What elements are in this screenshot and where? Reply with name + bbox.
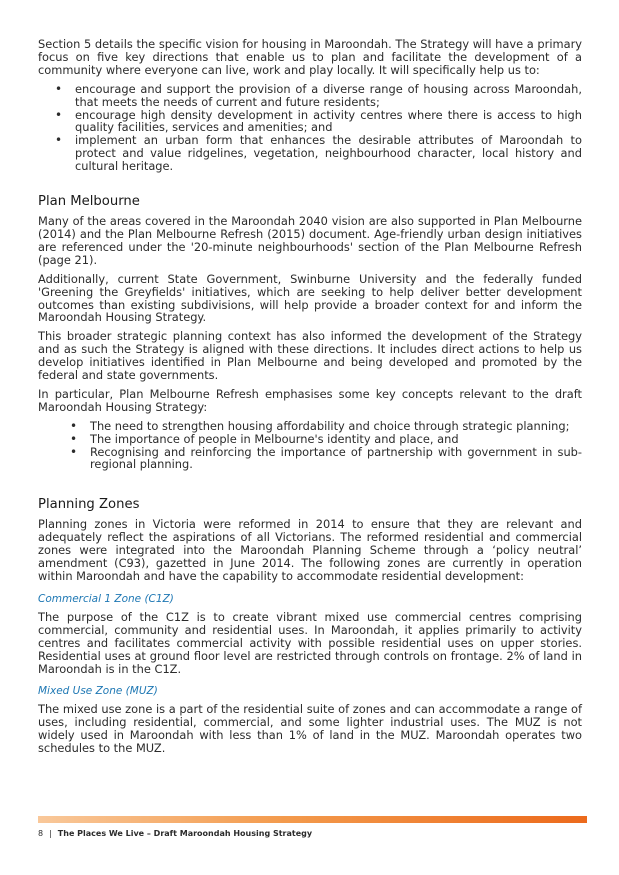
intro-paragraph: Section 5 details the specific vision for housing in Maroondah. The Strategy will have a primary focus on five key directions that enable us to plan and facilitate the development of a community where everyone can live, work and play locally. It will specifically help us to: (38, 37, 582, 77)
planning-zones-heading: Planning Zones (38, 497, 140, 513)
plan-melbourne-paragraph-2: Additionally, current State Government, Swinburne University and the federally funded 'Greening the Greyfields' initiatives, which are seeking to help deliver better development outcomes than existing subdivisions, will help provide a broader context for and inform the Maroondah Housing Strategy. (38, 271, 582, 325)
c1z-heading: Commercial 1 Zone (C1Z) (38, 592, 174, 605)
list-item: • encourage high density development in activity centres where there is access to high quality facilities, services and amenities; and (75, 109, 582, 135)
plan-melbourne-paragraph-1: Many of the areas covered in the Maroondah 2040 vision are also supported in Plan Melbourne (2014) and the Plan Melbourne Refresh (2015) document. Age-friendly urban design initiatives are referenced under the '20-minute neighbourhoods' section of the Plan Melbourne Refresh (page 21). (38, 214, 582, 267)
c1z-paragraph: The purpose of the C1Z is to create vibrant mixed use commercial centres comprising commercial, community and residential uses. In Maroondah, it applies primarily to activity centres and facilitates commercial activity with possible residential uses on upper stories. Residential uses at ground floor level are restricted through controls on frontage. 2% of land in Maroondah is in the C1Z. (38, 609, 582, 676)
footer-accent-bar (38, 816, 587, 823)
plan-melbourne-bullet-list (90, 420, 582, 472)
plan-melbourne-paragraph-4: In particular, Plan Melbourne Refresh emphasises some key concepts relevant to the draft Maroondah Housing Strategy: (38, 386, 582, 414)
page-number: 8 (38, 829, 44, 838)
plan-melbourne-paragraph-3: This broader strategic planning context has also informed the development of the Strategy and as such the Strategy is aligned with these directions. It includes direct actions to help us develop initiatives identified in Plan Melbourne and being developed and promoted by the federal and state governments. (38, 329, 582, 383)
plan-melbourne-heading: Plan Melbourne (38, 194, 140, 210)
muz-paragraph: The mixed use zone is a part of the residential suite of zones and can accommodate a range of uses, including residential, commercial, and some lighter industrial uses. The MUZ is not widely used in Maroondah with less than 1% of land in the MUZ. Maroondah operates two schedules to the MUZ. (38, 702, 582, 756)
footer-document-title: The Places We Live – Draft Maroondah Housing Strategy (57, 829, 313, 838)
list-item: • The need to strengthen housing affordability and choice through strategic planning; (90, 420, 582, 433)
intro-bullet-list (75, 83, 582, 173)
list-item: • The importance of people in Melbourne's identity and place, and (90, 433, 582, 446)
page-footer (38, 829, 312, 839)
list-item: • encourage and support the provision of a diverse range of housing across Maroondah, that meets the needs of current and future residents; (75, 83, 582, 109)
list-item: • Recognising and reinforcing the importance of partnership with government in sub-regional planning. (90, 446, 582, 472)
planning-zones-paragraph: Planning zones in Victoria were reformed in 2014 to ensure that they are relevant and adequately reflect the aspirations of all Victorians. The reformed residential and commercial zones were integrated into the Maroondah Planning Scheme through a ‘policy neutral’ amendment (C93), gazetted in June 2014. The following zones are currently in operation within Maroondah and have the capability to accommodate residential development: (38, 517, 582, 583)
page-content (38, 38, 582, 761)
footer-separator: | (49, 829, 52, 838)
muz-heading: Mixed Use Zone (MUZ) (38, 685, 158, 698)
list-item: • implement an urban form that enhances the desirable attributes of Maroondah to protect and value ridgelines, vegetation, neighbourhood character, local history and cultural heritage. (75, 134, 582, 173)
